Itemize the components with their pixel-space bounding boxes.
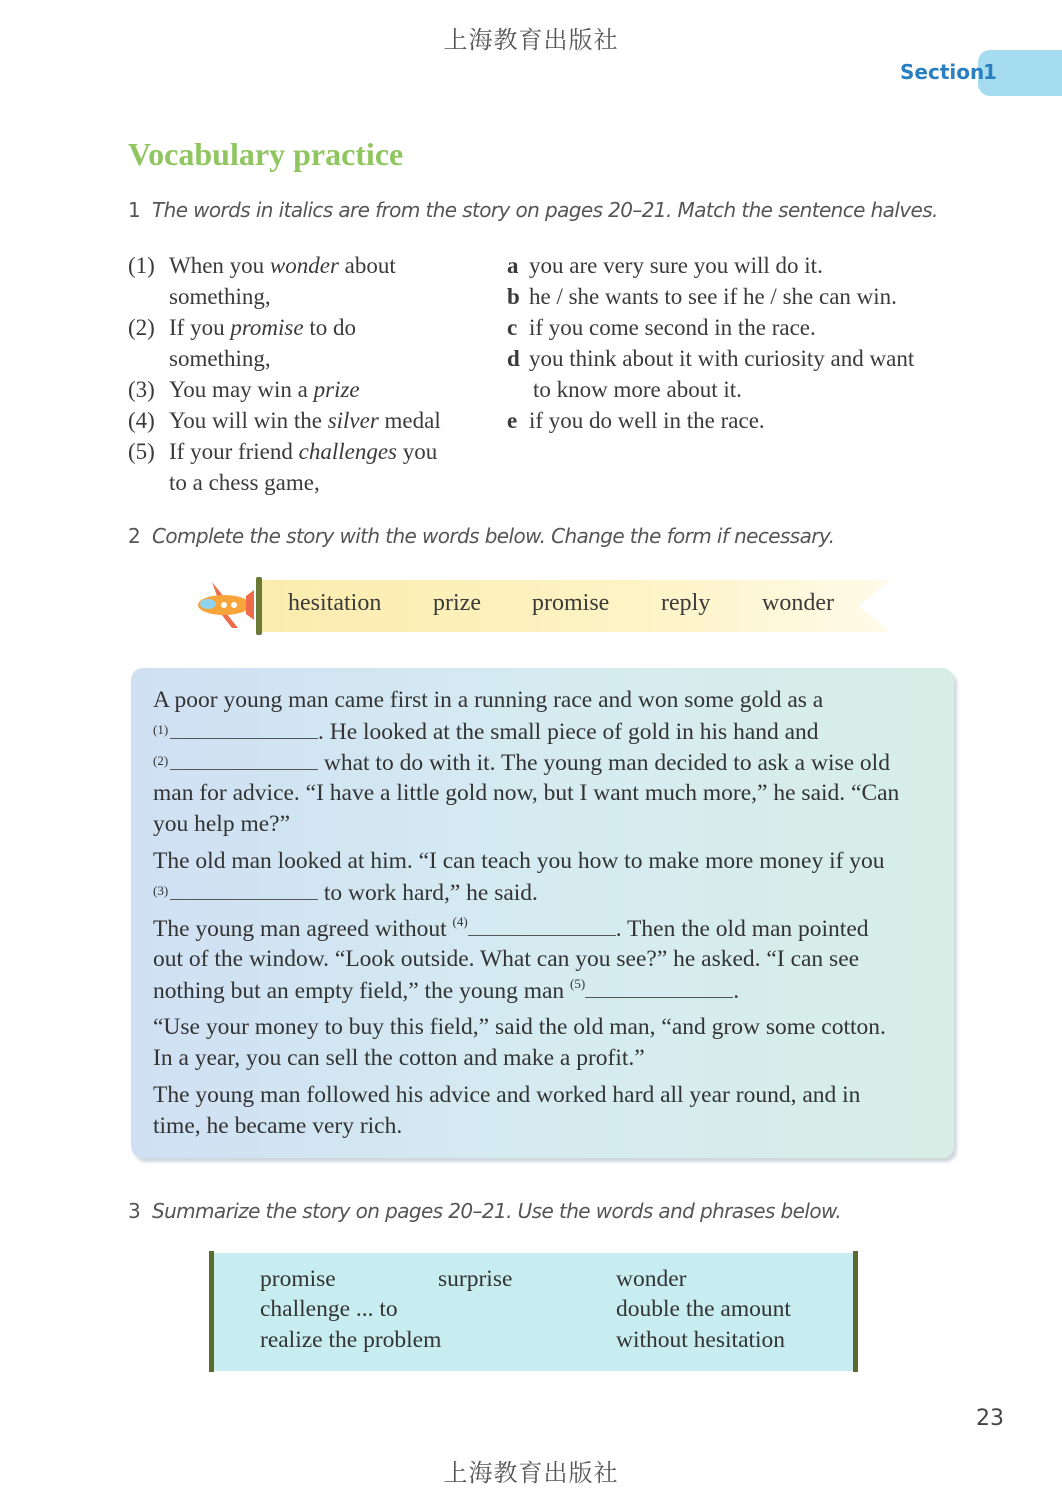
exercise-2-text: Complete the story with the words below. Change the form if necessary. (152, 524, 835, 548)
blank-number: (3) (153, 883, 169, 898)
blank-3-field[interactable] (170, 877, 318, 900)
story-line: A poor young man came first in a running race and won some gold as a (153, 687, 824, 713)
summary-word: promise (260, 1266, 336, 1292)
page-number: 23 (976, 1406, 1004, 1431)
match-left-item-cont: something, (169, 284, 271, 309)
blank-number: (1) (153, 722, 169, 737)
summary-word: double the amount (616, 1296, 791, 1322)
publisher-footer: 上海教育出版社 (443, 1459, 619, 1487)
match-right-item: d you think about it with curiosity and want (507, 346, 915, 371)
exercise-1-instruction (128, 198, 938, 222)
match-right-item: b he / she wants to see if he / she can win. (507, 284, 897, 309)
publisher-header: 上海教育出版社 (443, 26, 619, 54)
story-line: The young man followed his advice and worked hard all year round, and in (153, 1082, 861, 1108)
exercise-1-number: 1 (128, 198, 141, 222)
story-line: “Use your money to buy this field,” said the old man, “and grow some cotton. (153, 1014, 886, 1040)
story-line: The young man agreed without $^{(4)}$ . Then the old man pointed (153, 914, 869, 942)
blank-number: (2) (153, 753, 169, 768)
exercise-2-instruction (128, 524, 834, 548)
match-right-item-cont: to know more about it. (533, 377, 742, 402)
exercise-3-instruction (128, 1199, 841, 1223)
exercise-3-number: 3 (128, 1199, 141, 1223)
exercise-2-number: 2 (128, 524, 141, 548)
word-bank-item: prize (433, 590, 481, 616)
summary-box-right-bar (853, 1251, 858, 1372)
blank-1-field[interactable] (170, 716, 318, 739)
story-line: you help me?” (153, 811, 291, 837)
match-right-item: e if you do well in the race. (507, 408, 765, 433)
summary-word: surprise (438, 1266, 513, 1292)
match-left-item: (4) You will win the silver medal (128, 408, 441, 433)
match-right-item: a you are very sure you will do it. (507, 253, 823, 278)
summary-word: realize the problem (260, 1327, 442, 1353)
story-line: nothing but an empty field,” the young man $^{(5)}$ . (153, 976, 740, 1004)
story-line: out of the window. “Look outside. What can you see?” he asked. “I can see (153, 946, 860, 972)
story-line: (1) . He looked at the small piece of gold in his hand and (153, 716, 819, 748)
story-line: man for advice. “I have a little gold now, but I want much more,” he said. “Can (153, 780, 900, 806)
match-left-item: (1) When you wonder about (128, 253, 396, 278)
word-bank-item: wonder (762, 590, 834, 616)
match-left-column (128, 250, 441, 498)
story-line: (2) what to do with it. The young man decided to ask a wise old (153, 747, 890, 779)
summary-word: wonder (616, 1266, 687, 1292)
match-left-item: (5) If your friend challenges you (128, 439, 438, 464)
story-line: (3) to work hard,” he said. (153, 877, 538, 909)
match-right-item: c if you come second in the race. (507, 315, 816, 340)
match-right-column (507, 250, 914, 436)
match-left-item-cont: something, (169, 346, 271, 371)
match-left-item: (3) You may win a prize (128, 377, 360, 402)
word-bank-post (256, 577, 262, 635)
section-number: 1 (983, 60, 997, 84)
exercise-1-text: The words in italics are from the story on pages 20–21. Match the sentence halves. (152, 198, 938, 222)
exercise-3-text: Summarize the story on pages 20–21. Use the words and phrases below. (152, 1199, 842, 1223)
summary-word: challenge ... to (260, 1296, 398, 1322)
summary-box-left-bar (209, 1251, 214, 1372)
blank-number: (5) (570, 976, 586, 991)
word-bank-item: reply (661, 590, 711, 616)
match-left-item: (2) If you promise to do (128, 315, 356, 340)
section-label: Section (900, 60, 985, 84)
match-left-item-cont: to a chess game, (169, 470, 320, 495)
airplane-icon (194, 576, 256, 632)
story-line: The old man looked at him. “I can teach you how to make more money if you (153, 848, 885, 874)
word-bank-item: promise (532, 590, 610, 616)
blank-5-field[interactable] (585, 975, 733, 998)
blank-number: (4) (452, 914, 468, 929)
page-title: Vocabulary practice (128, 136, 404, 172)
blank-4-field[interactable] (468, 913, 616, 936)
word-bank-item: hesitation (288, 590, 382, 616)
blank-2-field[interactable] (170, 747, 318, 770)
summary-word: without hesitation (616, 1327, 786, 1353)
story-line: In a year, you can sell the cotton and make a profit.” (153, 1045, 645, 1071)
story-line: time, he became very rich. (153, 1113, 403, 1139)
